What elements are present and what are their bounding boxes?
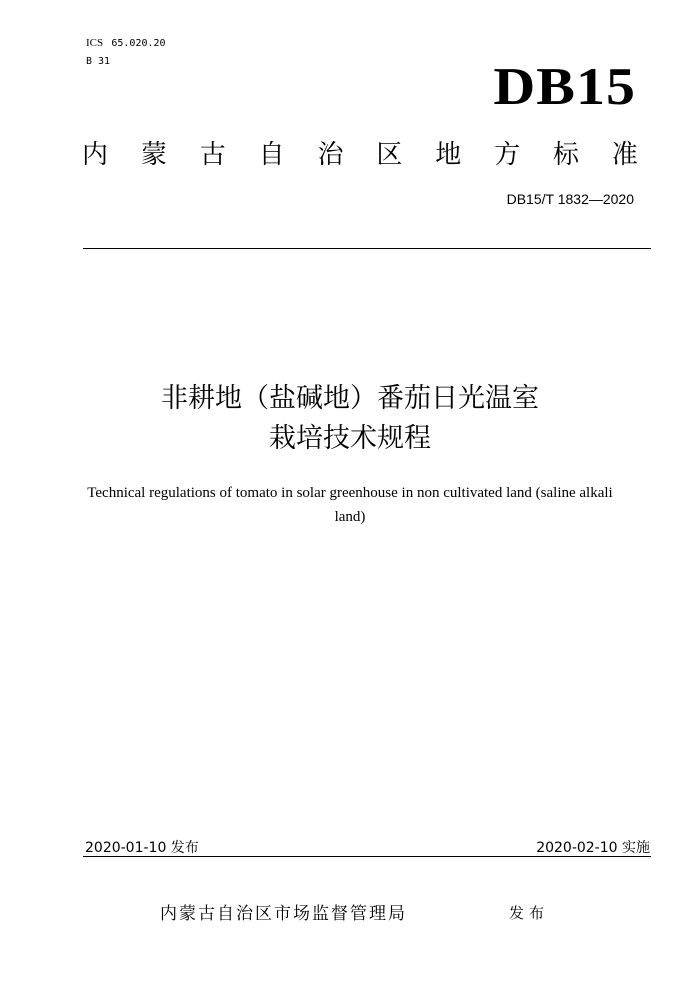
standard-type-char: 地 [435, 140, 462, 170]
standard-type-char: 自 [258, 140, 285, 170]
standard-type-heading [82, 139, 638, 171]
ics-line [86, 37, 166, 50]
standard-type-char: 蒙 [140, 140, 167, 170]
implement-date: 2020-02-10 实施 [536, 840, 650, 856]
issue-word: 发布 [509, 904, 550, 922]
standard-number: DB15/T 1832—2020 [506, 191, 634, 207]
title-cn-line1: 非耕地（盐碱地）番茄日光温室 [161, 383, 539, 414]
title-en: Technical regulations of tomato in solar greenhouse in non cultivated land (saline alkali land) [87, 485, 613, 525]
standard-type-char: 区 [376, 140, 403, 170]
standard-type-char: 内 [82, 140, 109, 170]
title-cn-line2: 栽培技术规程 [269, 423, 431, 454]
standard-type-char: 治 [317, 140, 344, 170]
standard-type-char: 准 [611, 140, 638, 170]
ics-label: ICS [86, 37, 104, 49]
standard-type-char: 方 [494, 140, 521, 170]
db15-logo: DB15 [493, 56, 636, 116]
header-divider [83, 248, 651, 249]
issuing-authority: 内蒙古自治区市场监督管理局 [160, 904, 407, 924]
issue-date: 2020-01-10 发布 [85, 840, 199, 856]
classification-code: B 31 [86, 56, 111, 67]
standard-type-char: 古 [199, 140, 226, 170]
footer-divider [83, 856, 651, 857]
standard-type-char: 标 [553, 140, 580, 170]
ics-code: 65.020.20 [111, 38, 166, 49]
